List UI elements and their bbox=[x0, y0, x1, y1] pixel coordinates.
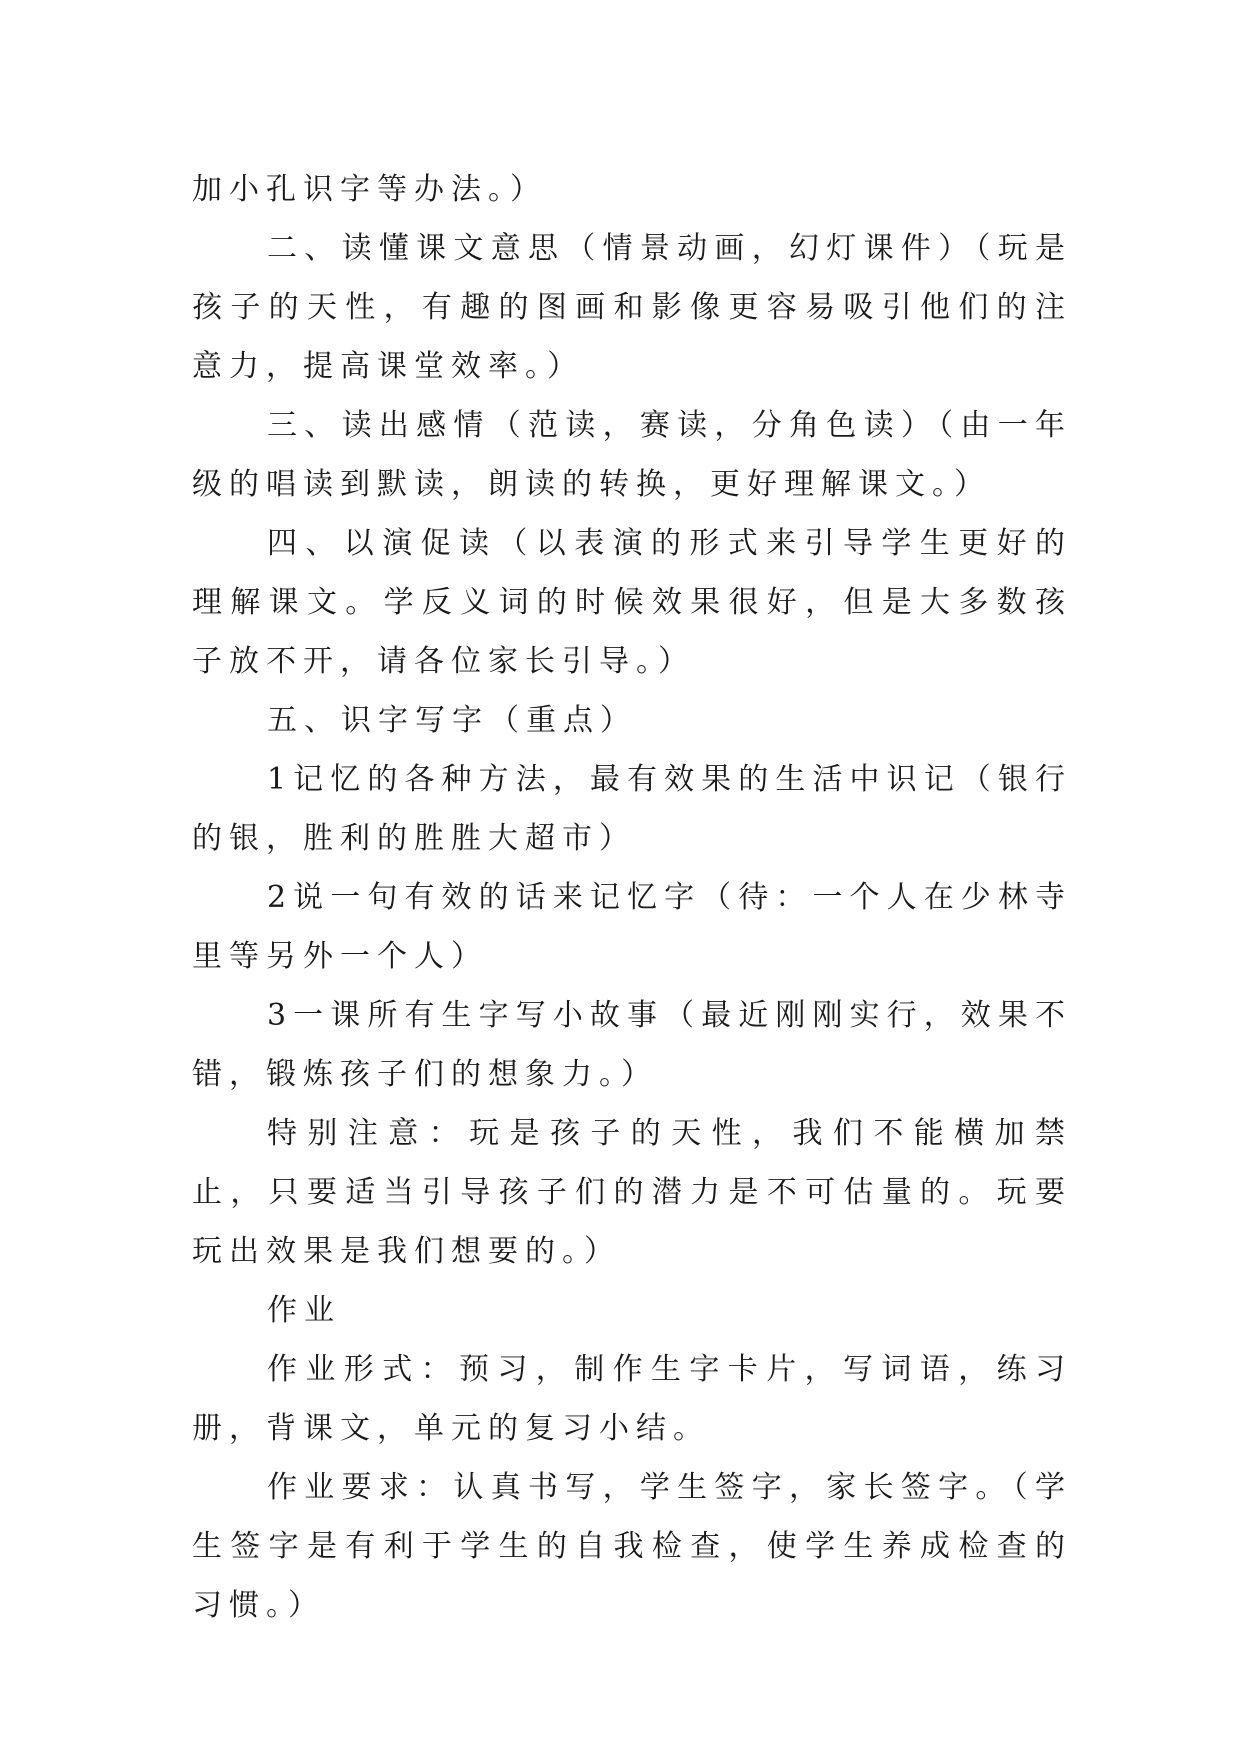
paragraph-homework-form: 作业形式：预习，制作生字卡片，写词语，练习册，背课文，单元的复习小结。 bbox=[192, 1352, 1072, 1446]
paragraph-homework-requirements: 作业要求：认真书写，学生签字，家长签字。（学生签字是有利于学生的自我检查，使学生养成检查的习惯。） bbox=[192, 1470, 1072, 1623]
paragraph-section-five: 五、识字写字（重点） bbox=[267, 703, 637, 738]
document-body bbox=[192, 160, 1072, 1635]
paragraph-homework-heading: 作业 bbox=[267, 1293, 341, 1328]
paragraph-continuation: 加小孔识字等办法。） bbox=[192, 172, 547, 207]
paragraph-method-one: 1记忆的各种方法，最有效果的生活中识记（银行的银，胜利的胜胜大超市） bbox=[192, 762, 1072, 856]
paragraph-section-four: 四、以演促读（以表演的形式来引导学生更好的理解课文。学反义词的时候效果很好，但是大多数孩子放不开，请各位家长引导。） bbox=[192, 526, 1072, 679]
paragraph-section-three: 三、读出感情（范读，赛读，分角色读）（由一年级的唱读到默读，朗读的转换，更好理解课文。） bbox=[192, 408, 1072, 502]
paragraph-special-note: 特别注意：玩是孩子的天性，我们不能横加禁止，只要适当引导孩子们的潜力是不可估量的。玩要玩出效果是我们想要的。） bbox=[192, 1116, 1072, 1269]
paragraph-method-two: 2说一句有效的话来记忆字（待：一个人在少林寺里等另外一个人） bbox=[192, 880, 1072, 974]
paragraph-section-two: 二、读懂课文意思（情景动画，幻灯课件）（玩是孩子的天性，有趣的图画和影像更容易吸引他们的注意力，提高课堂效率。） bbox=[192, 231, 1072, 384]
paragraph-method-three: 3一课所有生字写小故事（最近刚刚实行，效果不错，锻炼孩子们的想象力。） bbox=[192, 998, 1072, 1092]
